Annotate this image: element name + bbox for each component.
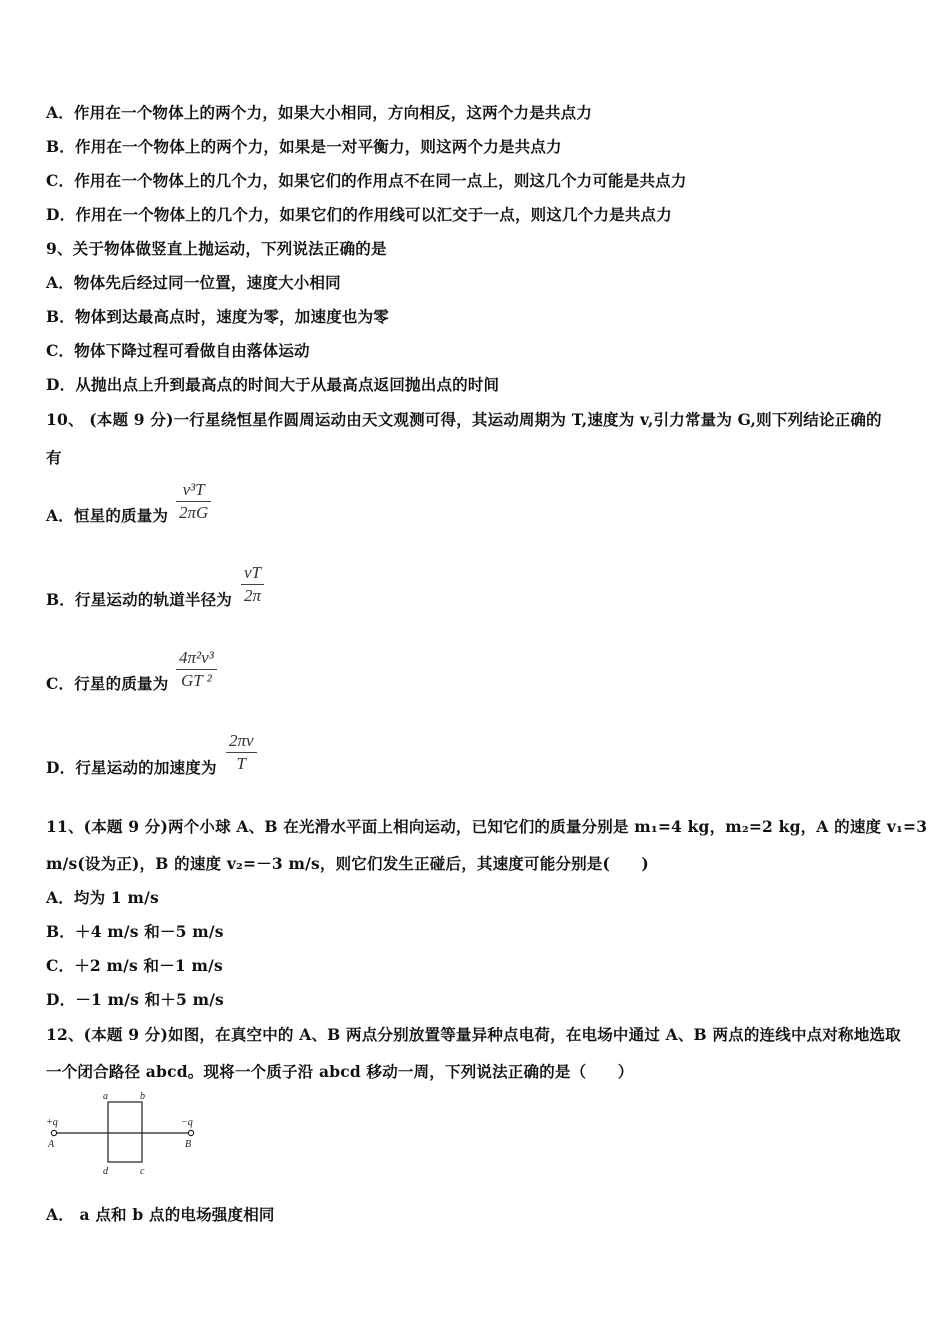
fraction-bar [226,752,257,753]
fraction-bar [241,584,264,585]
q9-stem: 9、关于物体做竖直上抛运动，下列说法正确的是 [46,239,387,258]
q11-option-c: C．＋2 m/s 和－1 m/s [46,956,223,975]
q11-option-a: A．均为 1 m/s [46,888,159,907]
fraction-numerator: 4π²v³ [179,648,214,667]
fraction-numerator: vT [244,563,262,582]
fraction-numerator: 2πv [229,731,254,750]
q10-stem-line2: 有 [46,448,62,467]
fraction-denominator: T [236,754,247,773]
q8-option-c: C．作用在一个物体上的几个力，如果它们的作用点不在同一点上，则这几个力可能是共点力 [46,171,687,190]
q9-option-c: C．物体下降过程可看做自由落体运动 [46,341,310,360]
q10-option-b-label: B．行星运动的轨道半径为 [46,590,233,609]
point-b-label: B [185,1139,192,1150]
fraction-bar [176,501,211,502]
corner-b-label: b [140,1091,145,1102]
q10-option-d-fraction [226,731,257,774]
q8-option-a: A．作用在一个物体上的两个力，如果大小相同，方向相反，这两个力是共点力 [46,103,593,122]
q10-option-a-fraction [176,480,211,523]
q9-option-b: B．物体到达最高点时，速度为零，加速度也为零 [46,307,390,326]
path-abcd-rectangle [108,1102,142,1162]
q10-stem-line1: 10、 (本题 9 分)一行星绕恒星作圆周运动由天文观测可得，其运动周期为 T,速度为 v,引力常量为 G,则下列结论正确的 [46,410,882,429]
fraction-denominator: GT ² [180,671,212,690]
q11-stem-line2: m/s(设为正)，B 的速度 v₂=－3 m/s，则它们发生正碰后，其速度可能分别是( ) [46,854,649,873]
corner-d-label: d [103,1166,108,1177]
q11-stem-line1: 11、(本题 9 分)两个小球 A、B 在光滑水平面上相向运动，已知它们的质量分别是 m₁=4 kg，m₂=2 kg，A 的速度 v₁=3 [46,817,928,836]
fraction-denominator: 2πG [179,503,209,522]
corner-a-label: a [103,1091,108,1102]
q10-option-c-label: C．行星的质量为 [46,674,169,693]
plus-q-label: +q [46,1117,58,1128]
charge-a-point [51,1130,56,1135]
q10-option-b-fraction [241,563,264,606]
q12-stem-line1: 12、(本题 9 分)如图，在真空中的 A、B 两点分别放置等量异种点电荷，在电场中通过 A、B 两点的连线中点对称地选取 [46,1025,901,1044]
q10-option-d-label: D．行星运动的加速度为 [46,758,217,777]
q11-option-b: B．＋4 m/s 和－5 m/s [46,922,224,941]
q9-option-d: D．从抛出点上升到最高点的时间大于从最高点返回抛出点的时间 [46,375,500,394]
fraction-bar [176,669,217,670]
fraction-numerator: v³T [182,480,205,499]
q9-option-a: A．物体先后经过同一位置，速度大小相同 [46,273,341,292]
q8-option-d: D．作用在一个物体上的几个力，如果它们的作用线可以汇交于一点，则这几个力是共点力 [46,205,672,224]
corner-c-label: c [140,1166,145,1177]
charge-b-point [188,1130,193,1135]
q10-option-c-fraction [176,648,217,691]
q11-option-d: D．－1 m/s 和＋5 m/s [46,990,224,1009]
q10-option-a-label: A．恒星的质量为 [46,506,169,525]
q12-charge-figure [44,1090,209,1180]
q8-option-b: B．作用在一个物体上的两个力，如果是一对平衡力，则这两个力是共点力 [46,137,562,156]
q12-option-a: A． a 点和 b 点的电场强度相同 [46,1205,275,1224]
minus-q-label: −q [181,1117,193,1128]
q12-stem-line2: 一个闭合路径 abcd。现将一个质子沿 abcd 移动一周，下列说法正确的是（ ） [46,1062,634,1081]
fraction-denominator: 2π [244,586,262,605]
point-a-label: A [48,1139,55,1150]
